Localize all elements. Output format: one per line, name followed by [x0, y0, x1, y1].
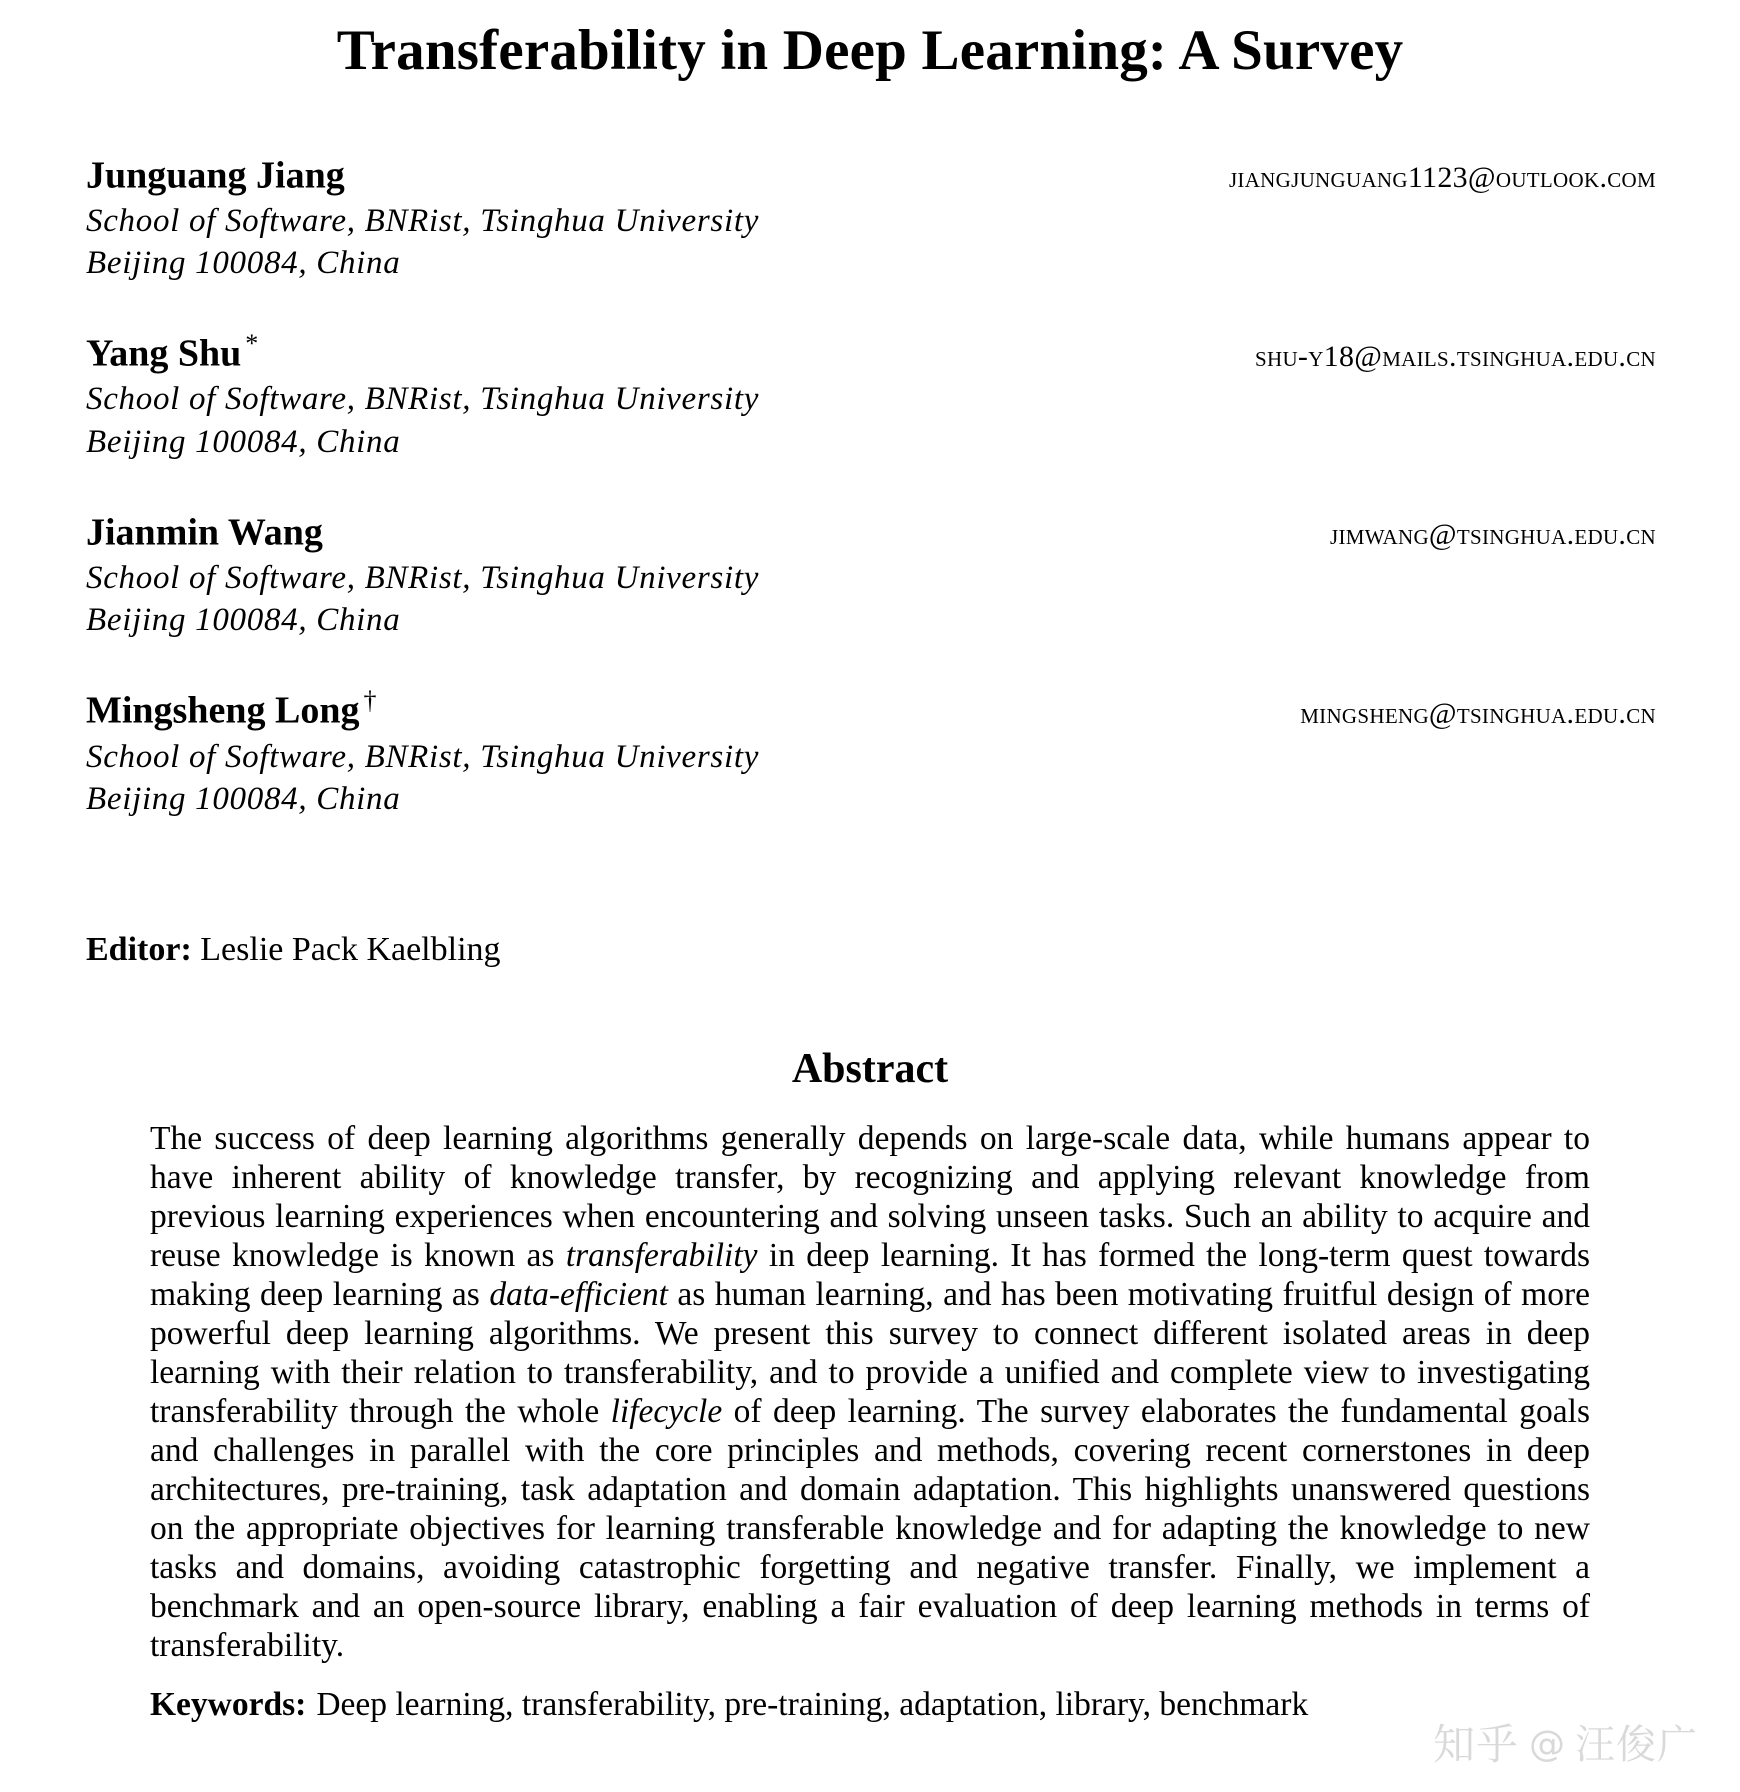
- keywords-label: Keywords:: [150, 1685, 307, 1723]
- author-affiliation-line-1: School of Software, BNRist, Tsinghua University: [86, 738, 760, 775]
- author-name-text: Jianmin Wang: [86, 511, 323, 554]
- page-title: Transferability in Deep Learning: A Survey: [336, 19, 1404, 82]
- editor-label: Editor:: [86, 931, 192, 969]
- author-entry: [86, 507, 1656, 642]
- editor-line: [0, 928, 1740, 972]
- author-entry: [86, 685, 1656, 820]
- keywords-value: Deep learning, transferability, pre-training, adaptation, library, benchmark: [316, 1685, 1309, 1723]
- watermark-username: 汪俊广: [1575, 1722, 1698, 1768]
- authors-block: [0, 150, 1740, 821]
- author-affiliation-line-2: Beijing 100084, China: [86, 780, 401, 817]
- watermark-at-symbol: @: [1529, 1724, 1565, 1765]
- abstract-emphasis-lifecycle: lifecycle: [610, 1392, 723, 1430]
- keywords-line: [0, 1685, 1740, 1725]
- author-name-text: Mingsheng Long: [86, 690, 360, 733]
- author-header-row: [86, 150, 1656, 200]
- author-email[interactable]: mingsheng@tsinghua.edu.cn: [1300, 697, 1656, 731]
- author-footnote-mark: [345, 151, 349, 180]
- author-header-row: [86, 328, 1656, 378]
- abstract-emphasis-transferability: transferability: [565, 1236, 758, 1274]
- author-entry: [86, 328, 1656, 463]
- author-footnote-mark: [323, 508, 327, 537]
- author-name: [86, 507, 327, 557]
- author-header-row: [86, 685, 1656, 735]
- author-name: [86, 685, 376, 735]
- author-name-text: Yang Shu: [86, 332, 242, 375]
- author-affiliation-line-2: Beijing 100084, China: [86, 602, 401, 639]
- author-footnote-mark: *: [245, 329, 259, 359]
- watermark: [1432, 1720, 1698, 1769]
- abstract-text-1: The success of deep learning algorithms generally depends on large-scale data, while humans appear to have inherent ability of knowledge transfer, by recognizing and applying relevant knowledge from previous learning experiences when encountering and solving unseen tasks. Such an ability to acquire and reuse knowledge is known as: [150, 1119, 1590, 1274]
- author-name: [86, 328, 258, 378]
- abstract-heading: Abstract: [791, 1046, 949, 1093]
- watermark-logo: 知乎: [1432, 1720, 1519, 1769]
- editor-name: Leslie Pack Kaelbling: [200, 931, 501, 969]
- author-email[interactable]: jiangjunguang1123@outlook.com: [1228, 161, 1656, 195]
- author-name-text: Junguang Jiang: [86, 154, 345, 197]
- abstract-section: [0, 1044, 1740, 1665]
- author-affiliation-line-1: School of Software, BNRist, Tsinghua University: [86, 381, 760, 418]
- author-header-row: [86, 507, 1656, 557]
- author-affiliation-line-1: School of Software, BNRist, Tsinghua University: [86, 559, 760, 596]
- abstract-body: [150, 1119, 1590, 1665]
- author-email[interactable]: shu-y18@mails.tsinghua.edu.cn: [1255, 339, 1656, 373]
- author-affiliation-line-2: Beijing 100084, China: [86, 244, 401, 281]
- abstract-text-3: as human learning, and has been motivating fruitful design of more powerful deep learning algorithms. We present this survey to connect different isolated areas in deep learning with their relation to transferability, and to provide a unified and complete view to investigating transferability through the whole: [150, 1275, 1590, 1430]
- author-affiliation-line-1: School of Software, BNRist, Tsinghua University: [86, 202, 760, 239]
- abstract-text-2: in deep learning. It has formed the long-term quest towards making deep learning as: [150, 1236, 1590, 1313]
- author-affiliation-line-2: Beijing 100084, China: [86, 423, 401, 460]
- author-footnote-mark: †: [363, 686, 377, 716]
- abstract-text-4: of deep learning. The survey elaborates the fundamental goals and challenges in parallel with the core principles and methods, covering recent cornerstones in deep architectures, pre-training, task adaptation and domain adaptation. This highlights unanswered questions on the appropriate objectives for learning transferable knowledge and for adapting the knowledge to new tasks and domains, avoiding catastrophic forgetting and negative transfer. Finally, we implement a benchmark and an open-source library, enabling a fair evaluation of deep learning methods in terms of transferability.: [150, 1392, 1590, 1664]
- author-entry: [86, 150, 1656, 285]
- author-email[interactable]: jimwang@tsinghua.edu.cn: [1329, 518, 1656, 552]
- author-name: [86, 150, 349, 200]
- abstract-emphasis-data-efficient: data-efficient: [489, 1275, 668, 1313]
